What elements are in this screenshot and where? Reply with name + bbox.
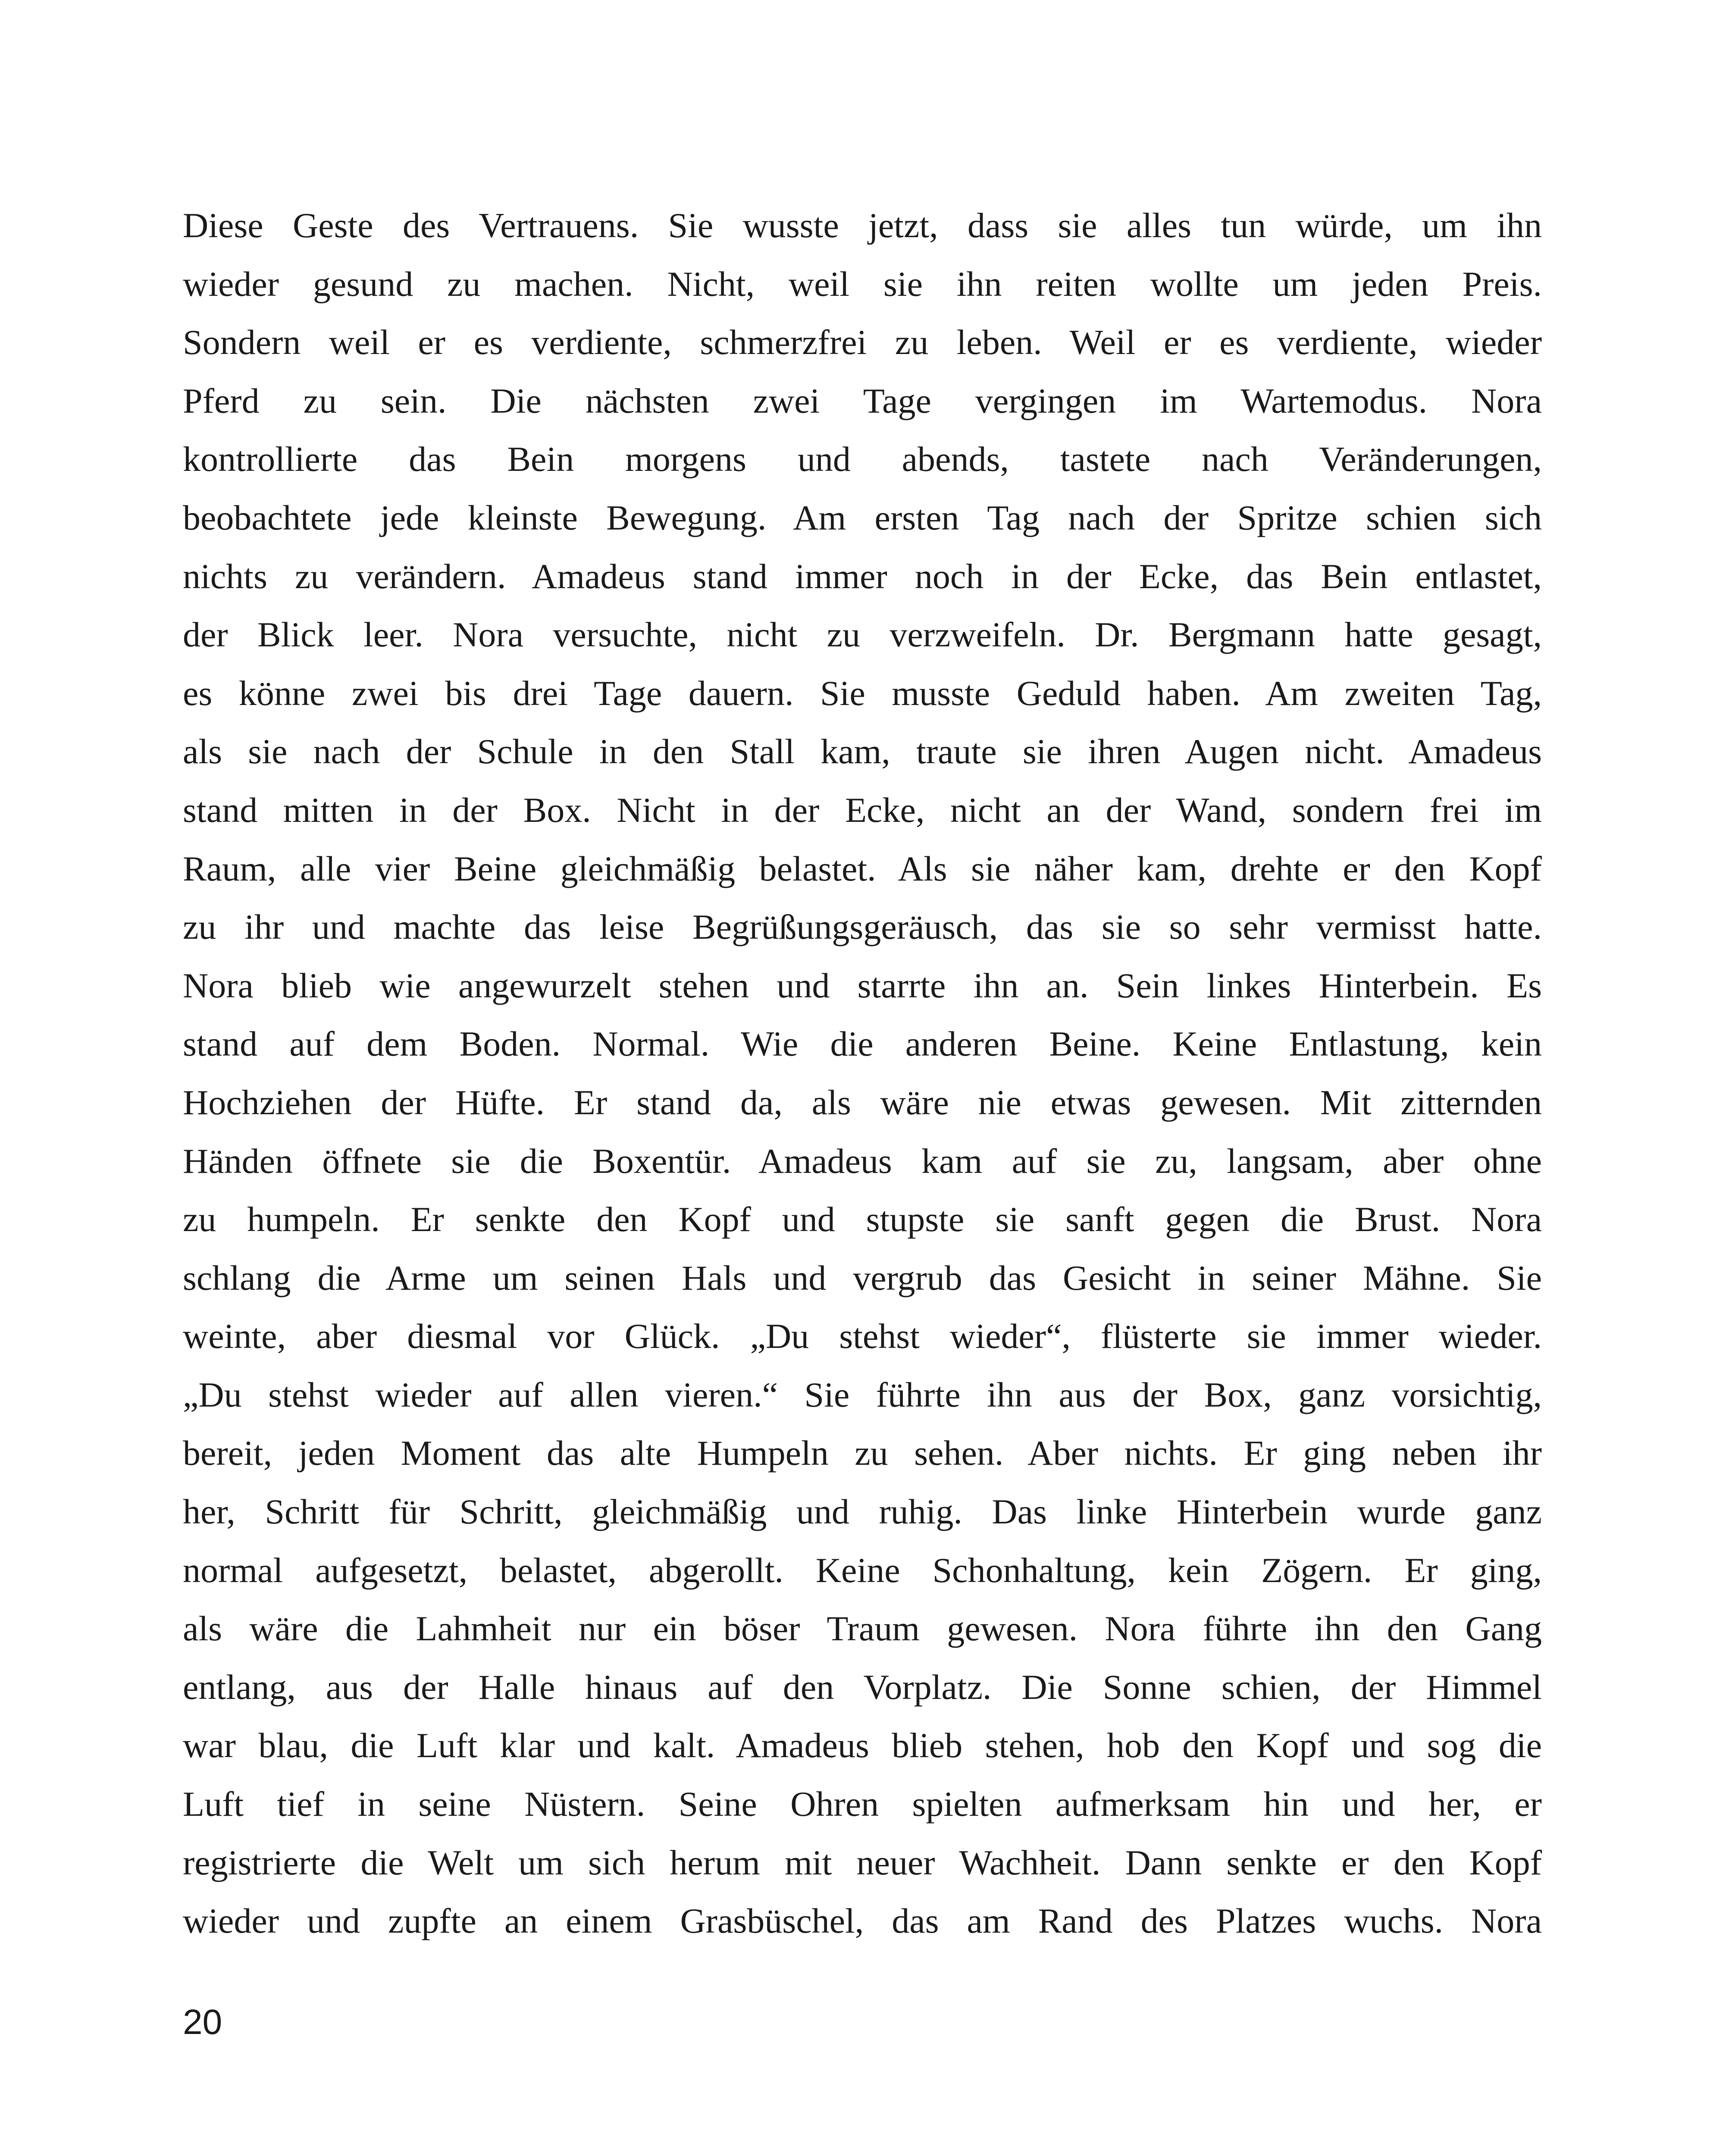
text-line: Nora blieb wie angewurzelt stehen und starrte ihn an. Sein linkes Hinterbein. Es — [183, 965, 1542, 1005]
text-line: als sie nach der Schule in den Stall kam, traute sie ihren Augen nicht. Amadeus — [183, 732, 1542, 771]
text-line: kontrollierte das Bein morgens und abends, tastete nach Veränderungen, — [183, 439, 1542, 479]
text-line: her, Schritt für Schritt, gleichmäßig und ruhig. Das linke Hinterbein wurde ganz — [183, 1492, 1542, 1532]
text-line: Luft tief in seine Nüstern. Seine Ohren spielten aufmerksam hin und her, er — [183, 1784, 1542, 1824]
text-line: entlang, aus der Halle hinaus auf den Vorplatz. Die Sonne schien, der Himmel — [183, 1667, 1542, 1707]
text-line: schlang die Arme um seinen Hals und vergrub das Gesicht in seiner Mähne. Sie — [183, 1258, 1542, 1297]
text-line: „Du stehst wieder auf allen vieren.“ Sie führte ihn aus der Box, ganz vorsichtig, — [183, 1375, 1542, 1414]
text-line: registrierte die Welt um sich herum mit neuer Wachheit. Dann senkte er den Kopf — [183, 1843, 1542, 1882]
text-line: normal aufgesetzt, belastet, abgerollt. Keine Schonhaltung, kein Zögern. Er ging, — [183, 1550, 1542, 1590]
text-line: weinte, aber diesmal vor Glück. „Du stehst wieder“, flüsterte sie immer wieder. — [183, 1316, 1542, 1356]
text-line: wieder gesund zu machen. Nicht, weil sie ihn reiten wollte um jeden Preis. — [183, 264, 1542, 304]
text-line: als wäre die Lahmheit nur ein böser Traum gewesen. Nora führte ihn den Gang — [183, 1609, 1542, 1648]
text-line: stand auf dem Boden. Normal. Wie die anderen Beine. Keine Entlastung, kein — [183, 1024, 1542, 1064]
text-line: Händen öffnete sie die Boxentür. Amadeus kam auf sie zu, langsam, aber ohne — [183, 1141, 1542, 1181]
text-line: Hochziehen der Hüfte. Er stand da, als wäre nie etwas gewesen. Mit zitternden — [183, 1082, 1542, 1122]
text-line: bereit, jeden Moment das alte Humpeln zu sehen. Aber nichts. Er ging neben ihr — [183, 1433, 1542, 1473]
text-line: nichts zu verändern. Amadeus stand immer noch in der Ecke, das Bein entlastet, — [183, 556, 1542, 596]
body-text — [183, 196, 1542, 1950]
text-line: stand mitten in der Box. Nicht in der Ecke, nicht an der Wand, sondern frei im — [183, 790, 1542, 830]
text-line: beobachtete jede kleinste Bewegung. Am ersten Tag nach der Spritze schien sich — [183, 498, 1542, 537]
text-line: wieder und zupfte an einem Grasbüschel, das am Rand des Platzes wuchs. Nora — [183, 1901, 1542, 1941]
text-line: Diese Geste des Vertrauens. Sie wusste jetzt, dass sie alles tun würde, um ihn — [183, 206, 1542, 245]
text-line: Raum, alle vier Beine gleichmäßig belastet. Als sie näher kam, drehte er den Kopf — [183, 849, 1542, 888]
text-line: der Blick leer. Nora versuchte, nicht zu verzweifeln. Dr. Bergmann hatte gesagt, — [183, 615, 1542, 655]
text-line: war blau, die Luft klar und kalt. Amadeus blieb stehen, hob den Kopf und sog die — [183, 1726, 1542, 1765]
text-line: Pferd zu sein. Die nächsten zwei Tage vergingen im Wartemodus. Nora — [183, 381, 1542, 420]
page-number: 20 — [183, 2002, 222, 2042]
text-line: es könne zwei bis drei Tage dauern. Sie musste Geduld haben. Am zweiten Tag, — [183, 673, 1542, 713]
text-line: zu humpeln. Er senkte den Kopf und stupste sie sanft gegen die Brust. Nora — [183, 1200, 1542, 1239]
text-line: Sondern weil er es verdiente, schmerzfrei zu leben. Weil er es verdiente, wieder — [183, 323, 1542, 362]
text-line: zu ihr und machte das leise Begrüßungsgeräusch, das sie so sehr vermisst hatte. — [183, 907, 1542, 947]
